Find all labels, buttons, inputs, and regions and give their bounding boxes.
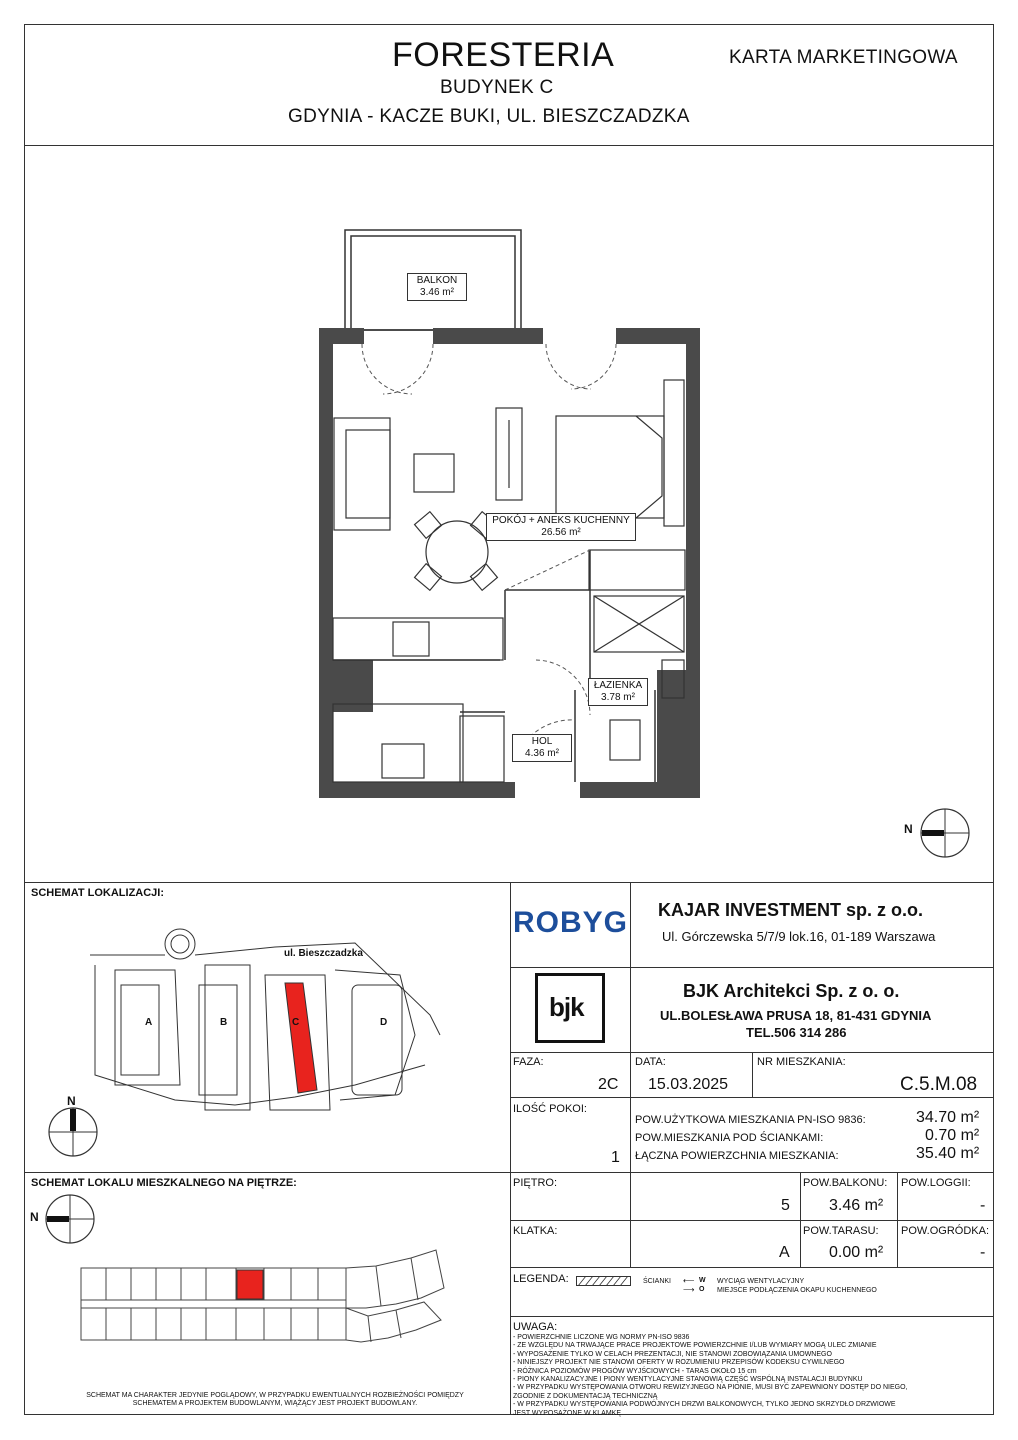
building-name: BUDYNEK C [440,77,554,98]
compass-icon [918,806,972,860]
pow-laczna-value: 35.40 m² [916,1145,980,1162]
location-heading: SCHEMAT LOKALIZACJI: [31,887,165,899]
note-line: - NINIEJSZY PROJEKT NIE STANOWI OFERTY W ROZUMIENIU PRZEPISÓW KODEKSU CYWILNEGO [513,1359,845,1367]
floor-scheme-map [76,1248,446,1346]
floor-compass-icon [43,1192,97,1246]
note-line: - RÓŻNICA POZIOMÓW PROGÓW WYJŚCIOWYCH - TARAS OKOŁO 15 cm [513,1367,757,1375]
dining-table [415,512,498,591]
coffee-table [414,454,454,492]
architect-name: BJK Architekci Sp. z o. o. [683,981,900,1001]
robyg-logo: ROBYG [513,906,629,939]
door-swings [362,344,616,760]
location-street: ul. Bieszczadzka [284,948,363,959]
note-line: - W PRZYPADKU WYSTĘPOWANIA PODWÓJNYCH DRZWI BALKONOWYCH, TYLKO JEDNO SKRZYDŁO DRZWIOWE [513,1401,896,1409]
taras-value: 0.00 m² [829,1244,884,1261]
note-line: - ZE WZGLĘDU NA TRWAJĄCE PRACE PROJEKTOWE POWIERZCHNIE I/LUB WYMIARY MOGĄ ULEC ZMIANIE [513,1342,877,1350]
hatch-icon [576,1276,631,1286]
building-a-label: A [145,1017,153,1028]
faza-label: FAZA: [513,1056,544,1068]
room-label-lazienka: ŁAZIENKA 3.78 m² [588,678,648,706]
building-d-label: D [380,1017,388,1028]
klatka-value: A [779,1244,790,1261]
compass-n-label: N [904,822,913,836]
pokoje-value: 1 [611,1149,620,1166]
ogrodek-value: - [980,1244,986,1261]
balkon-value: 3.46 m² [829,1197,884,1214]
pow-uzytkowa-label: POW.UŻYTKOWA MIESZKANIA PN-ISO 9836: [635,1114,866,1126]
note-line: ZGODNIE Z DOKUMENTACJĄ TECHNICZNĄ [513,1392,658,1400]
project-title: FORESTERIA [392,36,615,74]
address: GDYNIA - KACZE BUKI, UL. BIESZCZADZKA [288,106,690,127]
nr-label: NR MIESZKANIA: [757,1056,846,1068]
legend-label: LEGENDA: [513,1273,569,1285]
unit-highlight [237,1270,263,1299]
arrow-left-icon: ⟵ [683,1276,695,1285]
note-line: - W PRZYPADKU WYSTĘPOWANIA OTWORU REWIZYJNEGO NA PIONIE, MUSI BYĆ ZAPEWNIONY DOSTĘP DO NIEGO, [513,1384,908,1392]
note-line: - WYPOSAŻENIE TYLKO W CELACH PREZENTACJI, NIE STANOWI ZOBOWIĄZANIA UMOWNEGO [513,1350,832,1358]
legend-o-text: MIEJSCE PODŁĄCZENIA OKAPU KUCHENNEGO [717,1287,877,1294]
sofa [334,418,390,530]
legend-w-code: W [699,1277,706,1284]
notes-label: UWAGA: [513,1321,558,1333]
location-note: SCHEMAT MA CHARAKTER JEDYNIE POGLĄDOWY, W PRZYPADKU EWENTUALNYCH ROZBIEŻNOŚCI POMIĘDZY SCHEMATEM A PROJEKTEM BUDOWLANYM, WIĄŻĄCY JEST PROJEKT BUDOWLANY. [86,1392,464,1408]
room-label-hol: HOL 4.36 m² [512,734,572,762]
taras-label: POW.TARASU: [803,1225,879,1237]
card-type: KARTA MARKETINGOWA [729,47,958,68]
location-map [85,925,445,1155]
loggia-label: POW.LOGGII: [901,1177,971,1189]
interior-walls [333,550,655,782]
pokoje-label: ILOŚĆ POKOI: [513,1103,587,1115]
data-label: DATA: [635,1056,666,1068]
location-compass-icon [46,1105,100,1159]
architect-address: UL.BOLESŁAWA PRUSA 18, 81-431 GDYNIA [660,1008,932,1023]
note-line: - POWIERZCHNIE LICZONE WG NORMY PN-ISO 9836 [513,1334,690,1341]
architect-phone: TEL.506 314 286 [746,1025,847,1040]
developer-address: Ul. Górczewska 5/7/9 lok.16, 01-189 Warszawa [662,929,936,944]
klatka-label: KLATKA: [513,1225,558,1237]
faza-value: 2C [598,1076,619,1093]
exterior-walls [319,328,700,798]
pow-uzytkowa-value: 34.70 m² [916,1109,980,1126]
building-c-highlight [285,983,317,1093]
floor-compass-n: N [30,1210,39,1224]
room-label-balkon: BALKON 3.46 m² [407,273,467,301]
pietro-value: 5 [781,1197,790,1214]
bed [556,380,684,526]
bjk-logo: bjk [535,973,605,1043]
balkon-label: POW.BALKONU: [803,1177,888,1189]
pow-laczna-label: ŁĄCZNA POWIERZCHNIA MIESZKANIA: [635,1150,839,1162]
pow-scianki-value: 0.70 m² [925,1127,980,1144]
developer-name: KAJAR INVESTMENT sp. z o.o. [658,900,924,920]
arrow-right-icon: ⟶ [683,1285,695,1294]
location-compass-n: N [67,1094,76,1108]
building-b-label: B [220,1017,228,1028]
floor-scheme-heading: SCHEMAT LOKALU MIESZKALNEGO NA PIĘTRZE: [31,1177,297,1189]
pow-scianki-label: POW.MIESZKANIA POD ŚCIANKAMI: [635,1132,824,1144]
notes-list [513,1334,983,1418]
room-label-pokoj: POKÓJ + ANEKS KUCHENNY 26.56 m² [486,513,636,541]
legend-w-text: WYCIĄG WENTYLACYJNY [717,1278,805,1285]
note-line: JEST WYPOSAŻONE W KLAMKĘ [513,1409,622,1417]
legend-walls: ŚCIANKI [643,1278,672,1285]
bathroom-fixtures [460,550,685,782]
nr-value: C.5.M.08 [900,1074,978,1095]
pietro-label: PIĘTRO: [513,1177,558,1189]
note-line: - PIONY KANALIZACYJNE I PIONY WENTYLACYJNE STANOWIĄ CZĘŚĆ WSPÓLNĄ INSTALACJI BUDYNKU [513,1376,863,1384]
building-c-label: C [292,1017,300,1028]
data-value: 15.03.2025 [648,1076,729,1093]
loggia-value: - [980,1197,986,1214]
legend-o-code: O [699,1286,705,1293]
ogrodek-label: POW.OGRÓDKA: [901,1225,990,1237]
